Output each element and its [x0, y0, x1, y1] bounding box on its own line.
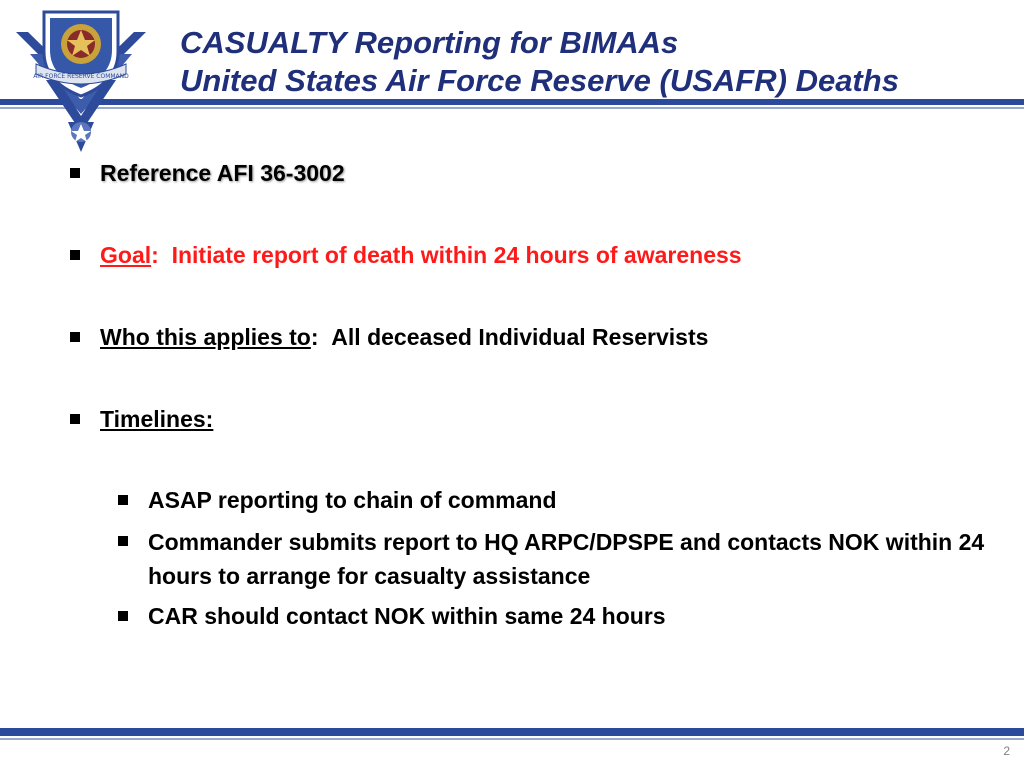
- bullet-square-icon: [118, 495, 128, 505]
- bullet-square-icon: [70, 414, 80, 424]
- applies-colon: :: [310, 324, 319, 350]
- bullet-square-icon: [118, 611, 128, 621]
- sub-bullet-2: [118, 525, 998, 589]
- page-number: 2: [1003, 744, 1010, 758]
- footer-divider: [0, 728, 1024, 736]
- bullet-square-icon: [70, 168, 80, 178]
- applies-text: All deceased Individual Reservists: [331, 324, 709, 350]
- bullet-reference: [70, 158, 345, 188]
- sub-bullet-3: [118, 600, 998, 632]
- bullet-goal: [70, 240, 742, 270]
- goal-colon: :: [151, 242, 159, 268]
- reference-text: Reference AFI 36-3002: [100, 160, 345, 186]
- footer-divider-thin: [0, 738, 1024, 740]
- title-line-2: United States Air Force Reserve (USAFR) Deaths: [180, 63, 899, 98]
- bullet-square-icon: [70, 250, 80, 260]
- goal-label: Goal: [100, 242, 152, 268]
- sub-bullet-text: Commander submits report to HQ ARPC/DPSPE and contacts NOK within 24 hours to arrange for casualty assistance: [148, 529, 985, 589]
- goal-text: Initiate report of death within 24 hours of awareness: [171, 242, 742, 268]
- bullet-timelines: [70, 404, 213, 434]
- timelines-label: Timelines:: [100, 406, 214, 432]
- sub-bullet-text: ASAP reporting to chain of command: [148, 487, 557, 513]
- applies-label: Who this applies to: [100, 324, 311, 350]
- sub-bullet-text: CAR should contact NOK within same 24 hours: [148, 603, 666, 629]
- slide-title: [180, 24, 1010, 100]
- title-line-1: CASUALTY Reporting for BIMAAs: [180, 25, 679, 60]
- bullet-applies: [70, 322, 708, 352]
- bullet-square-icon: [118, 536, 128, 546]
- afrc-emblem-icon: [6, 2, 156, 152]
- bullet-square-icon: [70, 332, 80, 342]
- logo-text: AIR FORCE RESERVE COMMAND: [33, 73, 129, 80]
- sub-bullet-1: [118, 484, 998, 516]
